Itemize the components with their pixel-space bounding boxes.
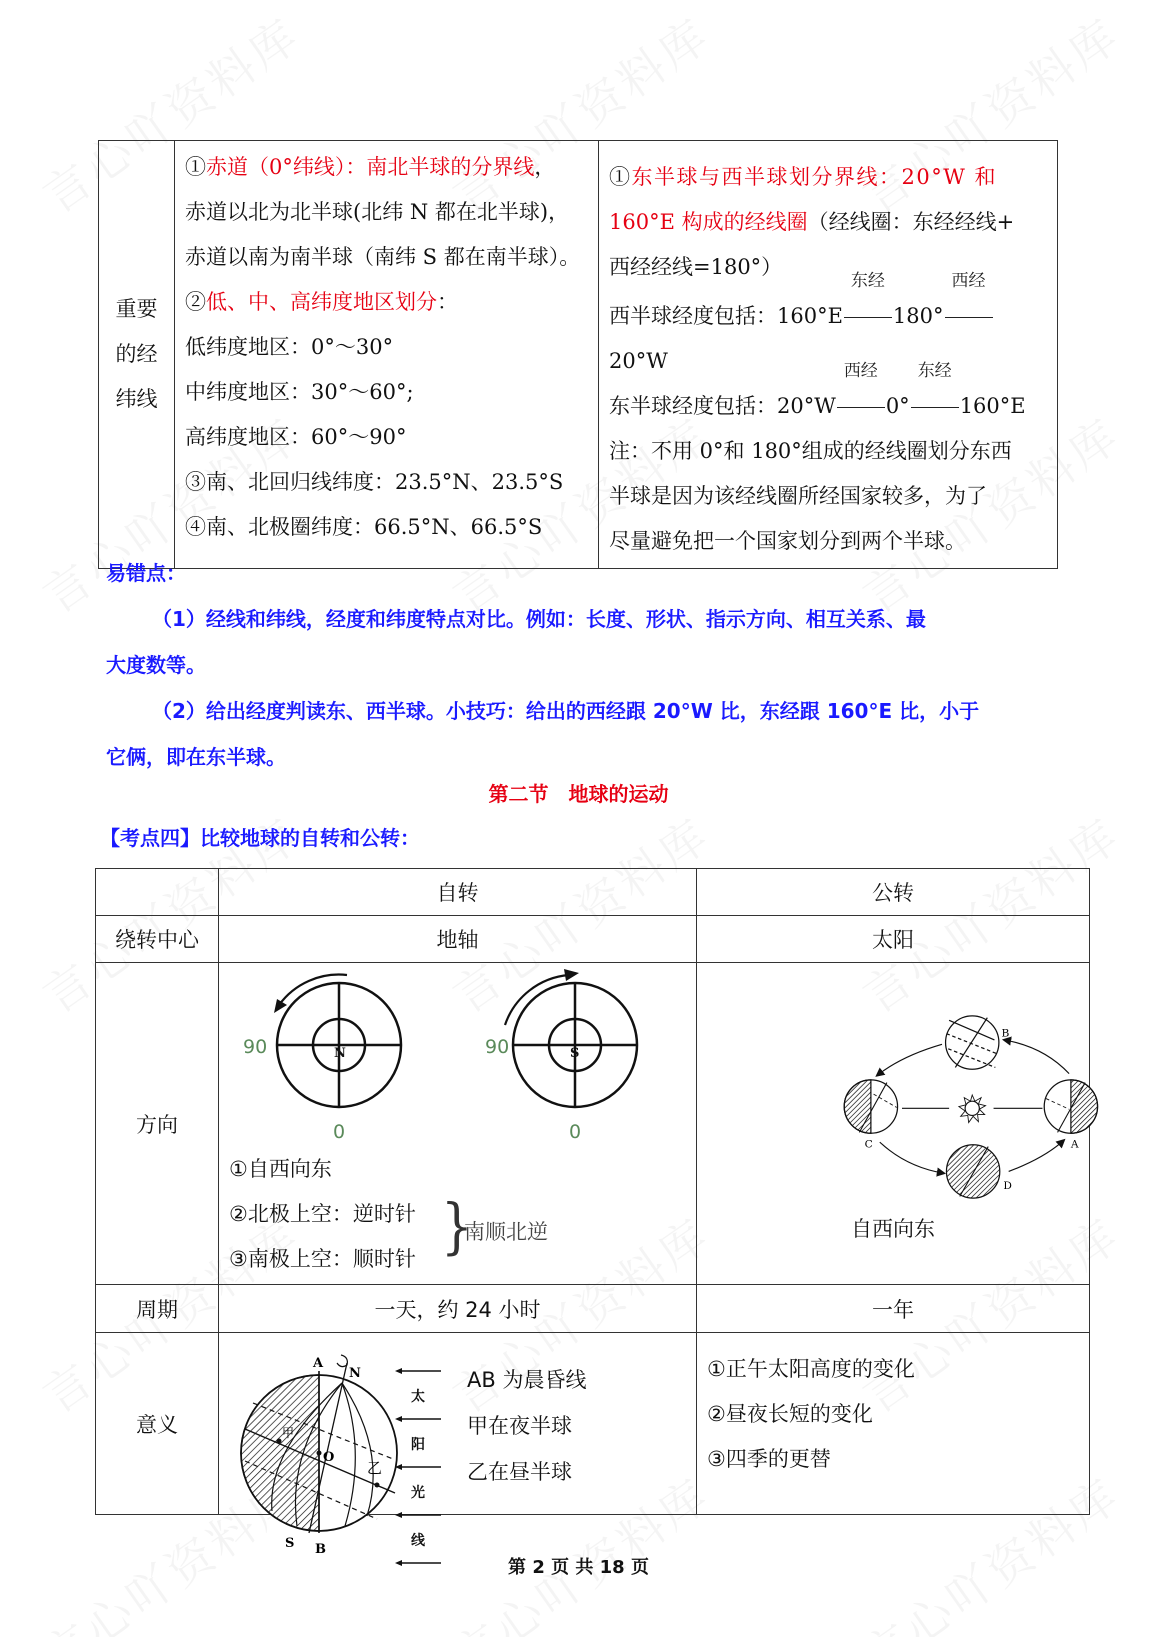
rotation-direction-list bbox=[229, 1147, 416, 1282]
direction-rotation bbox=[219, 963, 697, 1285]
rotation-note: 甲在夜半球 bbox=[467, 1414, 572, 1438]
center-label: 绕转中心 bbox=[96, 916, 219, 963]
rotation-note: AB 为晨昏线 bbox=[467, 1368, 587, 1392]
row-label-line: 重要 bbox=[115, 297, 158, 321]
page-footer: 第 2 页 共 18 页 bbox=[508, 1557, 649, 1578]
north-hemisphere-line: 赤道以北为北半球(北纬 N 都在北半球)， bbox=[185, 200, 570, 224]
header-revolution: 公转 bbox=[697, 869, 1090, 916]
svg-text:C: C bbox=[864, 1137, 873, 1151]
meaning-rotation bbox=[219, 1333, 697, 1557]
center-revolution: 太阳 bbox=[697, 916, 1090, 963]
svg-text:线: 线 bbox=[411, 1533, 425, 1549]
svg-text:B: B bbox=[315, 1542, 326, 1557]
svg-text:90: 90 bbox=[485, 1036, 510, 1058]
svg-text:D: D bbox=[1003, 1179, 1012, 1193]
zone-division-line: ②低、中、高纬度地区划分： bbox=[185, 290, 458, 314]
high-latitude-line: 高纬度地区：60°～90° bbox=[185, 425, 407, 449]
tropics-line: ③南、北回归线纬度：23.5°N、23.5°S bbox=[185, 470, 564, 494]
west-hemisphere-range: 西半球经度包括：160°E 东经 180° 西经 20°W bbox=[609, 294, 1047, 384]
latitude-cell bbox=[175, 141, 599, 569]
period-revolution: 一年 bbox=[697, 1285, 1090, 1333]
revolution-meaning-item: ③四季的更替 bbox=[707, 1447, 831, 1471]
revolution-meaning-item: ①正午太阳高度的变化 bbox=[707, 1357, 915, 1381]
polar-circle-line: ④南、北极圈纬度：66.5°N、66.5°S bbox=[185, 515, 543, 539]
day-night-globe-diagram bbox=[227, 1341, 407, 1561]
svg-text:太: 太 bbox=[411, 1389, 425, 1405]
meridian-sum-line: 西经经线=180°） bbox=[609, 255, 783, 279]
note-line: 尽量避免把一个国家划分到两个半球。 bbox=[609, 529, 966, 553]
sunlight-arrows bbox=[389, 1341, 449, 1561]
meridian-circle-line: 160°E 构成的经线圈（经线圈：东经经线+ bbox=[609, 210, 1015, 234]
svg-text:阳: 阳 bbox=[411, 1437, 425, 1453]
row-label-line: 的经 bbox=[115, 342, 158, 366]
svg-text:B: B bbox=[1001, 1026, 1010, 1040]
section-title: 第二节 地球的运动 bbox=[488, 782, 669, 806]
direction-revolution bbox=[697, 963, 1090, 1285]
revolution-direction: 自西向东 bbox=[851, 1217, 935, 1241]
svg-text:0: 0 bbox=[569, 1121, 582, 1143]
revolution-meaning-item: ②昼夜长短的变化 bbox=[707, 1402, 873, 1426]
lat-long-table bbox=[98, 140, 1058, 569]
mistake-1: （1）经线和纬线，经度和纬度特点对比。例如：长度、形状、指示方向、相互关系、最 bbox=[152, 607, 926, 631]
mistakes-title: 易错点： bbox=[106, 561, 186, 585]
row-label-line: 纬线 bbox=[115, 387, 158, 411]
rotation-note: 乙在昼半球 bbox=[467, 1460, 572, 1484]
longitude-cell bbox=[599, 141, 1058, 569]
mid-latitude-line: 中纬度地区：30°～60°; bbox=[185, 380, 414, 404]
direction-label: 方向 bbox=[96, 963, 219, 1285]
orbit-diagram bbox=[747, 967, 1137, 1207]
note-line: 半球是因为该经线圈所经国家较多，为了 bbox=[609, 484, 987, 508]
svg-text:甲: 甲 bbox=[282, 1426, 295, 1440]
period-rotation: 一天，约 24 小时 bbox=[219, 1285, 697, 1333]
brace-label: 南顺北逆 bbox=[464, 1220, 548, 1244]
meaning-label: 意义 bbox=[96, 1333, 219, 1515]
kaodian-heading: 【考点四】比较地球的自转和公转： bbox=[100, 826, 420, 850]
rotation-meaning-notes bbox=[467, 1357, 586, 1495]
svg-text:O: O bbox=[323, 1450, 335, 1465]
meaning-revolution bbox=[697, 1333, 1090, 1515]
mistake-2-cont: 它俩，即在东半球。 bbox=[106, 745, 286, 769]
mistake-1-cont: 大度数等。 bbox=[106, 653, 206, 677]
rotation-revolution-table bbox=[95, 868, 1090, 1557]
row-label-cell bbox=[99, 141, 175, 569]
brace-icon: } bbox=[441, 1191, 473, 1261]
svg-text:0: 0 bbox=[333, 1121, 346, 1143]
rotation-direction-item: ①自西向东 bbox=[229, 1157, 332, 1181]
svg-text:S: S bbox=[570, 1046, 580, 1061]
period-label: 周期 bbox=[96, 1285, 219, 1333]
mistakes-section bbox=[106, 550, 1066, 780]
svg-text:N: N bbox=[334, 1046, 346, 1061]
header-blank bbox=[96, 869, 219, 916]
south-hemisphere-line: 赤道以南为南半球（南纬 S 都在南半球）。 bbox=[185, 245, 581, 269]
rotation-direction-item: ②北极上空：逆时针 bbox=[229, 1202, 416, 1226]
equator-line: ①赤道（0°纬线）：南北半球的分界线， bbox=[185, 155, 556, 179]
rotation-direction-item: ③南极上空：顺时针 bbox=[229, 1247, 416, 1271]
east-hemisphere-range: 东半球经度包括：20°W 西经 0° 东经 160°E bbox=[609, 361, 1026, 418]
center-rotation: 地轴 bbox=[219, 916, 697, 963]
svg-text:A: A bbox=[313, 1356, 324, 1371]
svg-text:90: 90 bbox=[243, 1036, 268, 1058]
svg-text:S: S bbox=[285, 1536, 295, 1551]
svg-text:A: A bbox=[1070, 1137, 1079, 1151]
note-line: 注：不用 0°和 180°组成的经线圈划分东西 bbox=[609, 439, 1012, 463]
polar-rotation-diagram bbox=[219, 963, 697, 1148]
svg-text:N: N bbox=[349, 1366, 361, 1381]
svg-text:光: 光 bbox=[411, 1485, 425, 1501]
mistake-2: （2）给出经度判读东、西半球。小技巧：给出的西经跟 20°W 比，东经跟 160°E 比，小于 bbox=[152, 699, 980, 723]
low-latitude-line: 低纬度地区：0°～30° bbox=[185, 335, 394, 359]
header-rotation: 自转 bbox=[219, 869, 697, 916]
hemisphere-boundary-line: ①东半球与西半球划分界线：20°W 和 bbox=[609, 165, 997, 189]
svg-text:乙: 乙 bbox=[367, 1459, 383, 1477]
sun-icon bbox=[959, 1095, 986, 1123]
